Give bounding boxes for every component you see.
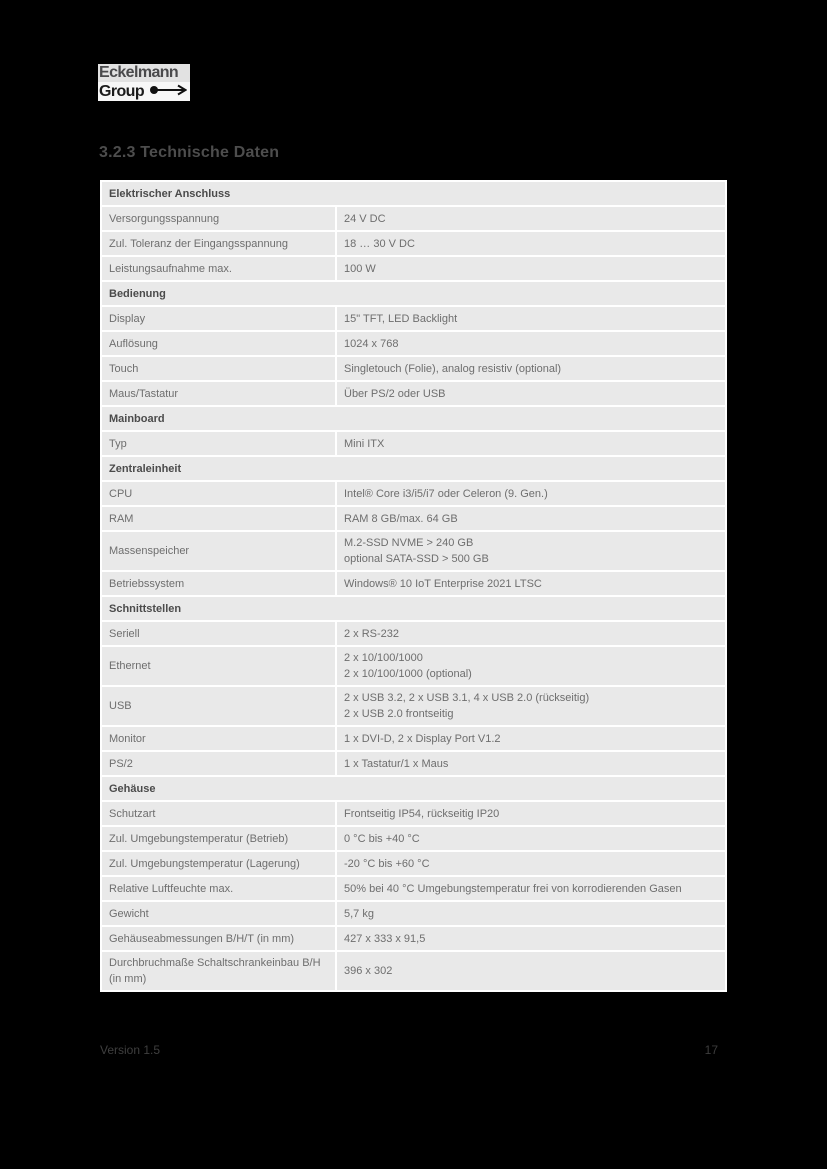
row-value-line: 24 V DC: [344, 212, 386, 225]
technical-data-table: [100, 180, 727, 992]
row-label: Ethernet: [102, 647, 335, 685]
row-value-line: -20 °C bis +60 °C: [344, 857, 430, 870]
arrow-right-icon: [149, 82, 187, 101]
table-row: [102, 307, 725, 330]
table-row: [102, 257, 725, 280]
row-label: PS/2: [102, 752, 335, 775]
row-label: Zul. Toleranz der Eingangsspannung: [102, 232, 335, 255]
table-row: [102, 207, 725, 230]
row-value: [337, 207, 725, 230]
row-value-line: Windows® 10 IoT Enterprise 2021 LTSC: [344, 577, 542, 590]
row-value: [337, 232, 725, 255]
row-label: Zul. Umgebungstemperatur (Betrieb): [102, 827, 335, 850]
footer-page-number: 17: [704, 1043, 718, 1057]
table-row: [102, 432, 725, 455]
row-label: Monitor: [102, 727, 335, 750]
row-label: Relative Luftfeuchte max.: [102, 877, 335, 900]
table-row: [102, 802, 725, 825]
table-row: [102, 902, 725, 925]
table-row: [102, 382, 725, 405]
row-value-line: Singletouch (Folie), analog resistiv (optional): [344, 362, 562, 375]
row-value-line: 0 °C bis +40 °C: [344, 832, 420, 845]
row-value-line: Mini ITX: [344, 437, 385, 450]
row-value: [337, 727, 725, 750]
table-section-header: Elektrischer Anschluss: [102, 182, 725, 205]
table-row: [102, 927, 725, 950]
table-row: [102, 622, 725, 645]
row-value-line: 100 W: [344, 262, 376, 275]
row-label: Betriebssystem: [102, 572, 335, 595]
row-label: Maus/Tastatur: [102, 382, 335, 405]
table-row: [102, 752, 725, 775]
table-row: [102, 877, 725, 900]
table-row: [102, 687, 725, 725]
row-value: [337, 532, 725, 570]
row-value-line: Intel® Core i3/i5/i7 oder Celeron (9. Gen.): [344, 487, 548, 500]
row-value-line: 15" TFT, LED Backlight: [344, 312, 458, 325]
row-value: [337, 647, 725, 685]
row-value-line: Über PS/2 oder USB: [344, 387, 446, 400]
eckelmann-group-logo: [98, 64, 190, 101]
table-row: [102, 727, 725, 750]
row-value-line: 2 x USB 2.0 frontseitig: [344, 708, 454, 720]
row-value: [337, 482, 725, 505]
row-value: [337, 357, 725, 380]
table-row: [102, 332, 725, 355]
row-label: Touch: [102, 357, 335, 380]
row-value-line: 2 x 10/100/1000: [344, 652, 423, 664]
row-value-line: 5,7 kg: [344, 907, 374, 920]
row-value-line: RAM 8 GB/max. 64 GB: [344, 512, 458, 525]
table-row: [102, 952, 725, 990]
row-value-line: Frontseitig IP54, rückseitig IP20: [344, 807, 500, 820]
table-row: [102, 232, 725, 255]
table-row: [102, 827, 725, 850]
table-row: [102, 852, 725, 875]
table-section-header: Bedienung: [102, 282, 725, 305]
page-footer: [100, 1043, 727, 1057]
row-value-line: 2 x RS-232: [344, 627, 400, 640]
row-label: RAM: [102, 507, 335, 530]
row-label: Display: [102, 307, 335, 330]
row-value-line: 427 x 333 x 91,5: [344, 932, 426, 945]
row-label: Seriell: [102, 622, 335, 645]
row-label: USB: [102, 687, 335, 725]
row-value: [337, 802, 725, 825]
table-section-header: Mainboard: [102, 407, 725, 430]
row-value-line: optional SATA-SSD > 500 GB: [344, 553, 489, 565]
row-label: Auflösung: [102, 332, 335, 355]
row-value-line: 396 x 302: [344, 965, 393, 977]
row-value-line: M.2-SSD NVME > 240 GB: [344, 537, 474, 549]
row-label: Typ: [102, 432, 335, 455]
row-value: [337, 902, 725, 925]
row-label: Gehäuseabmessungen B/H/T (in mm): [102, 927, 335, 950]
row-value: [337, 927, 725, 950]
row-value: [337, 827, 725, 850]
page-title: 3.2.3 Technische Daten: [99, 144, 280, 161]
table-row: [102, 482, 725, 505]
row-value-line: 1 x Tastatur/1 x Maus: [344, 757, 449, 770]
row-label: Leistungsaufnahme max.: [102, 257, 335, 280]
row-value: [337, 257, 725, 280]
row-value: [337, 382, 725, 405]
row-label: Zul. Umgebungstemperatur (Lagerung): [102, 852, 335, 875]
row-value: [337, 752, 725, 775]
row-value: [337, 307, 725, 330]
row-label: Massenspeicher: [102, 532, 335, 570]
table-section-header: Gehäuse: [102, 777, 725, 800]
footer-version-label: Version 1.5: [100, 1043, 161, 1057]
row-value: [337, 687, 725, 725]
table-row: [102, 357, 725, 380]
logo-group-label: Group: [99, 83, 144, 100]
row-value: [337, 622, 725, 645]
logo-line-eckelmann: Eckelmann: [98, 64, 190, 82]
row-value: [337, 432, 725, 455]
row-label: Durchbruchmaße Schaltschrankeinbau B/H (in mm): [102, 952, 335, 990]
table-row: [102, 647, 725, 685]
row-value-line: 2 x USB 3.2, 2 x USB 3.1, 4 x USB 2.0 (rückseitig): [344, 692, 590, 704]
row-value-line: 18 … 30 V DC: [344, 237, 415, 250]
row-value-line: 1 x DVI-D, 2 x Display Port V1.2: [344, 732, 501, 745]
row-label: Versorgungsspannung: [102, 207, 335, 230]
row-label: Schutzart: [102, 802, 335, 825]
logo-line-group: [98, 82, 190, 101]
row-label: Gewicht: [102, 902, 335, 925]
row-value-line: 50% bei 40 °C Umgebungstemperatur frei von korrodierenden Gasen: [344, 882, 682, 895]
table-section-header: Zentraleinheit: [102, 457, 725, 480]
row-value-line: 1024 x 768: [344, 337, 399, 350]
row-label: CPU: [102, 482, 335, 505]
row-value: [337, 507, 725, 530]
table-row: [102, 572, 725, 595]
table-section-header: Schnittstellen: [102, 597, 725, 620]
row-value-line: 2 x 10/100/1000 (optional): [344, 668, 472, 680]
row-value: [337, 332, 725, 355]
row-value: [337, 572, 725, 595]
row-value: [337, 852, 725, 875]
table-row: [102, 532, 725, 570]
row-value: [337, 877, 725, 900]
row-value: [337, 952, 725, 990]
table-row: [102, 507, 725, 530]
